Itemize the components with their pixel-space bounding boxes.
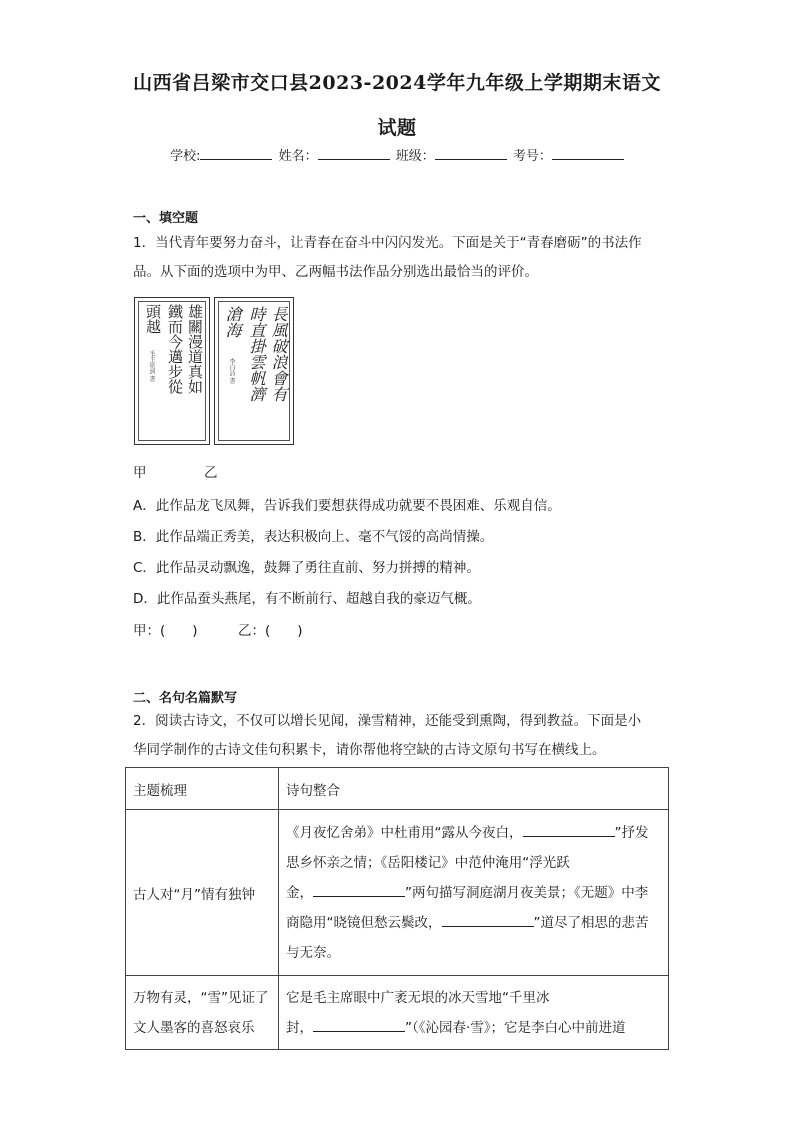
row1-text: 金， [286, 884, 313, 901]
question1-stem [133, 229, 663, 287]
exam-number-label: 考号： [512, 149, 552, 164]
row2-text: 封， [286, 1019, 313, 1036]
row1-poems [279, 810, 669, 976]
calligraphy-yi [214, 297, 294, 445]
option-d: D．此作品蚕头燕尾，有不断前行、超越自我的豪迈气概。 [133, 591, 481, 607]
calligraphy-yi-col2: 時直掛雲帆濟 [247, 306, 266, 402]
row1-text: 商隐用“晓镜但愁云鬓改， [286, 914, 442, 931]
row2-poems [279, 976, 669, 1050]
exam-number-blank[interactable] [552, 147, 624, 160]
blank-4[interactable] [313, 1018, 405, 1032]
calligraphy-jia [134, 297, 210, 445]
label-yi: 乙 [204, 465, 218, 481]
row2-text: 它是毛主席眼中广袤无垠的冰天雪地“千里冰 [286, 989, 550, 1006]
question2-stem-line1: 2．阅读古诗文，不仅可以增长见闻，澡雪精神，还能受到熏陶，得到教益。下面是小 [133, 713, 642, 729]
question2-stem-line2: 华同学制作的古诗文佳句积累卡，请你帮他将空缺的古诗文原句书写在横线上。 [133, 742, 606, 758]
row1-text: 《月夜忆舍弟》中杜甫用“露从今夜白， [286, 824, 523, 841]
class-blank[interactable] [435, 147, 507, 160]
calligraphy-jia-col2: 鐵而今邁步從 [166, 304, 184, 394]
table-row [126, 810, 669, 976]
row2-theme [126, 976, 279, 1050]
calligraphy-jia-col1: 雄關漫道真如 [186, 304, 204, 394]
question1-stem-line1: 1．当代青年要努力奋斗，让青春在奋斗中闪闪发光。下面是关于“青春磨砺”的书法作 [133, 235, 642, 251]
calligraphy-yi-signature: 李白詩 書 [228, 358, 235, 384]
calligraphy-jia-signature: 毛主席詞 書 [148, 350, 155, 382]
school-label: 学校: [170, 149, 201, 164]
row1-text: ”道尽了相思的悲苦 [533, 914, 649, 931]
blank-1[interactable] [523, 823, 615, 837]
name-label: 姓名： [278, 149, 318, 164]
answer-line-q1[interactable]: 甲：( ) 乙：( ) [133, 623, 303, 639]
student-info-line [0, 145, 794, 164]
table-row [126, 976, 669, 1050]
table-header-theme: 主题梳理 [126, 768, 279, 810]
option-b: B．此作品端正秀美，表达积极向上、毫不气馁的高尚情操。 [133, 529, 494, 545]
row2-theme-line1: 万物有灵，“雪”见证了 [133, 989, 269, 1006]
row2-text: ”（《沁园春·雪》；它是李白心中前进道 [405, 1019, 626, 1036]
row1-text: 思乡怀亲之情；《岳阳楼记》中范仲淹用“浮光跃 [286, 854, 570, 871]
blank-3[interactable] [442, 913, 534, 927]
calligraphy-yi-col1: 長風破浪會有 [269, 306, 288, 402]
question2-stem [133, 707, 663, 765]
row1-text: ”两句描写洞庭湖月夜美景；《无题》中李 [405, 884, 649, 901]
option-a: A．此作品龙飞凤舞，告诉我们要想获得成功就要不畏困难、乐观自信。 [133, 498, 561, 514]
poetry-card-table [125, 767, 669, 1050]
calligraphy-jia-col3: 頭越 [144, 304, 162, 334]
question1-stem-line2: 品。从下面的选项中为甲、乙两幅书法作品分别选出最恰当的评价。 [133, 264, 538, 280]
exam-title-line2: 试题 [377, 117, 417, 139]
row1-text: 与无奈。 [286, 944, 340, 961]
row1-theme: 古人对“月”情有独钟 [126, 810, 279, 976]
school-blank[interactable] [200, 147, 272, 160]
row2-theme-line2: 文人墨客的喜怒哀乐 [133, 1019, 255, 1036]
label-jia: 甲 [133, 465, 147, 481]
blank-2[interactable] [313, 883, 405, 897]
section-heading-fill-blank: 一、填空题 [133, 211, 199, 226]
name-blank[interactable] [318, 147, 390, 160]
class-label: 班级： [395, 149, 435, 164]
row1-text: ”抒发 [614, 824, 649, 841]
table-header-row [126, 768, 669, 810]
section-heading-recitation: 二、名句名篇默写 [133, 691, 238, 706]
table-header-poems: 诗句整合 [279, 768, 669, 810]
exam-title-line1: 山西省吕梁市交口县2023-2024学年九年级上学期期末语文 [133, 72, 661, 94]
option-c: C．此作品灵动飘逸，鼓舞了勇往直前、努力拼搏的精神。 [133, 560, 480, 576]
calligraphy-yi-col3: 滄海 [223, 306, 242, 338]
